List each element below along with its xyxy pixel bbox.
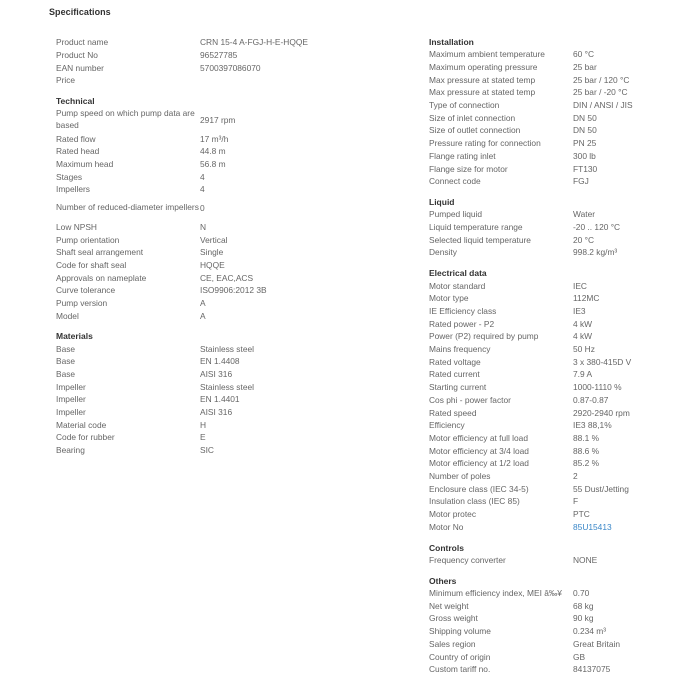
spec-value: 0.234 m³ <box>573 626 607 637</box>
spec-row <box>429 663 689 676</box>
spec-value: 50 Hz <box>573 344 595 355</box>
section-liquid <box>429 196 689 259</box>
spec-row <box>429 381 689 394</box>
spec-value: DN 50 <box>573 125 597 136</box>
spec-value: 90 kg <box>573 613 594 624</box>
spec-label: Selected liquid temperature <box>429 234 531 245</box>
spec-label: Pump speed on which pump data are based <box>56 108 195 130</box>
spec-row <box>429 444 689 457</box>
spec-label: Impeller <box>56 406 86 417</box>
spec-label: Product No <box>56 50 98 61</box>
spec-label: Density <box>429 247 457 258</box>
spec-row <box>56 61 356 74</box>
spec-label: Shaft seal arrangement <box>56 247 144 258</box>
spec-value: 0 <box>200 203 205 214</box>
spec-label: Cos phi - power factor <box>429 394 511 405</box>
spec-value: 25 bar / -20 °C <box>573 87 628 98</box>
section-technical <box>56 95 356 322</box>
spec-value: 0.87-0.87 <box>573 394 609 405</box>
spec-value: 56.8 m <box>200 158 226 169</box>
spec-value: 44.8 m <box>200 146 226 157</box>
spec-row <box>56 406 356 419</box>
spec-label: Max pressure at stated temp <box>429 87 536 98</box>
spec-label: Bearing <box>56 445 85 456</box>
spec-value: -20 .. 120 °C <box>573 222 621 233</box>
spec-label: Motor standard <box>429 280 486 291</box>
spec-value: 85.2 % <box>573 458 600 469</box>
spec-value: F <box>573 496 579 507</box>
spec-row <box>429 221 689 234</box>
spec-label: Base <box>56 368 76 379</box>
spec-label: Maximum head <box>56 158 114 169</box>
spec-value: E <box>200 432 206 443</box>
spec-value: 68 kg <box>573 600 594 611</box>
spec-label: Pressure rating for connection <box>429 138 541 149</box>
spec-row <box>429 246 689 259</box>
spec-label: Low NPSH <box>56 222 97 233</box>
spec-row <box>429 48 689 61</box>
spec-row <box>429 111 689 124</box>
spec-row <box>429 86 689 99</box>
spec-label: Material code <box>56 419 107 430</box>
spec-row <box>429 508 689 521</box>
spec-label: Type of connection <box>429 100 500 111</box>
section-electrical-data <box>429 267 689 533</box>
spec-row <box>429 73 689 86</box>
spec-label: Pumped liquid <box>429 209 483 220</box>
spec-label: Motor No <box>429 521 464 532</box>
spec-label: Rated head <box>56 146 100 157</box>
right-spec-column <box>429 36 689 676</box>
spec-value: IE3 <box>573 306 586 317</box>
spec-value: HQQE <box>200 260 225 271</box>
spec-value: DIN / ANSI / JIS <box>573 100 633 111</box>
spec-label: Liquid temperature range <box>429 222 523 233</box>
spec-value: Great Britain <box>573 638 621 649</box>
spec-row <box>56 444 356 457</box>
section-materials <box>56 330 356 456</box>
spec-value: EN 1.4408 <box>200 356 240 367</box>
spec-row <box>56 393 356 406</box>
spec-row <box>56 221 356 234</box>
spec-row <box>429 292 689 305</box>
spec-row <box>429 175 689 188</box>
spec-value: 5700397086070 <box>200 62 261 73</box>
spec-row <box>56 418 356 431</box>
spec-value-link[interactable]: 85U15413 <box>573 521 612 532</box>
spec-row <box>56 132 356 145</box>
spec-value: 1000-1110 % <box>573 382 622 393</box>
section-title: Electrical data <box>429 268 487 279</box>
spec-label: Number of poles <box>429 470 491 481</box>
spec-label: Rated voltage <box>429 356 481 367</box>
spec-label: Motor type <box>429 293 469 304</box>
spec-label: Efficiency <box>429 420 465 431</box>
spec-row <box>429 368 689 381</box>
section-title: Technical <box>56 96 95 107</box>
spec-label: Flange rating inlet <box>429 150 496 161</box>
spec-value: 96527785 <box>200 50 238 61</box>
spec-value: 2 <box>573 470 578 481</box>
spec-row <box>56 74 356 87</box>
spec-label: Country of origin <box>429 651 491 662</box>
spec-value: N <box>200 222 207 233</box>
spec-value: FGJ <box>573 176 589 187</box>
spec-label: Maximum ambient temperature <box>429 49 545 60</box>
spec-value: EN 1.4401 <box>200 394 240 405</box>
spec-value: CE, EAC,ACS <box>200 272 254 283</box>
spec-value: IE3 88,1% <box>573 420 612 431</box>
section-title: Materials <box>56 331 93 342</box>
spec-row <box>56 183 356 196</box>
spec-row <box>429 162 689 175</box>
spec-value: 55 Dust/Jetting <box>573 483 629 494</box>
spec-label: Code for rubber <box>56 432 115 443</box>
spec-row <box>56 145 356 158</box>
spec-value: 0.70 <box>573 588 590 599</box>
spec-label: Product name <box>56 37 109 48</box>
spec-label: Rated flow <box>56 133 96 144</box>
spec-value: 300 lb <box>573 150 596 161</box>
spec-value: IEC <box>573 280 587 291</box>
spec-value: 4 kW <box>573 331 593 342</box>
spec-row <box>429 343 689 356</box>
spec-row <box>56 196 356 221</box>
spec-label: Base <box>56 356 76 367</box>
spec-label: Base <box>56 343 76 354</box>
spec-row <box>56 380 356 393</box>
spec-value: FT130 <box>573 163 598 174</box>
spec-row <box>429 317 689 330</box>
spec-row <box>56 233 356 246</box>
spec-label: Rated speed <box>429 407 477 418</box>
section-title: Controls <box>429 542 464 553</box>
spec-value: GB <box>573 651 586 662</box>
spec-label: Enclosure class (IEC 34-5) <box>429 483 529 494</box>
spec-value: CRN 15-4 A-FGJ-H-E-HQQE <box>200 37 308 48</box>
spec-row <box>56 246 356 259</box>
spec-value: NONE <box>573 554 598 565</box>
spec-value: Stainless steel <box>200 343 254 354</box>
spec-row <box>429 482 689 495</box>
spec-label: Impeller <box>56 394 86 405</box>
spec-label: Mains frequency <box>429 344 491 355</box>
page-title: Specifications <box>49 7 111 17</box>
spec-value: 25 bar / 120 °C <box>573 74 630 85</box>
spec-row <box>56 49 356 62</box>
spec-row <box>429 61 689 74</box>
section-title: Others <box>429 575 457 586</box>
spec-row <box>429 650 689 663</box>
spec-label: Flange size for motor <box>429 163 508 174</box>
spec-label: Model <box>56 310 79 321</box>
spec-value: 88.1 % <box>573 432 600 443</box>
spec-label: Number of reduced-diameter impellers <box>56 202 199 213</box>
spec-label: Motor efficiency at full load <box>429 432 528 443</box>
spec-label: Connect code <box>429 176 481 187</box>
spec-label: Price <box>56 75 76 86</box>
spec-label: Pump orientation <box>56 234 120 245</box>
spec-value: PTC <box>573 509 590 520</box>
spec-row <box>429 554 689 567</box>
spec-row <box>429 612 689 625</box>
spec-label: Code for shaft seal <box>56 260 127 271</box>
spec-row <box>429 587 689 600</box>
spec-value: 2920-2940 rpm <box>573 407 630 418</box>
spec-label: Net weight <box>429 600 469 611</box>
spec-value: 84137075 <box>573 664 611 675</box>
spec-row <box>429 599 689 612</box>
spec-value: 60 °C <box>573 49 595 60</box>
spec-row <box>429 457 689 470</box>
spec-row <box>429 330 689 343</box>
spec-label: EAN number <box>56 62 104 73</box>
spec-row <box>56 107 356 132</box>
spec-label: IE Efficiency class <box>429 306 497 317</box>
spec-row <box>429 394 689 407</box>
spec-value: ISO9906:2012 3B <box>200 285 267 296</box>
spec-value: PN 25 <box>573 138 597 149</box>
spec-label: Gross weight <box>429 613 478 624</box>
spec-label: Approvals on nameplate <box>56 272 147 283</box>
section-general <box>56 36 356 87</box>
spec-row <box>429 150 689 163</box>
spec-label: Starting current <box>429 382 487 393</box>
spec-row <box>56 368 356 381</box>
spec-label: Maximum operating pressure <box>429 62 538 73</box>
section-title: Liquid <box>429 197 455 208</box>
spec-row <box>56 431 356 444</box>
spec-value: 17 m³/h <box>200 133 229 144</box>
spec-value: A <box>200 298 206 309</box>
spec-value: 2917 rpm <box>200 114 236 125</box>
spec-label: Stages <box>56 171 83 182</box>
spec-value: Stainless steel <box>200 381 254 392</box>
spec-label: Custom tariff no. <box>429 664 491 675</box>
spec-row <box>429 279 689 292</box>
spec-value: 25 bar <box>573 62 597 73</box>
spec-label: Size of inlet connection <box>429 112 516 123</box>
spec-value: 998.2 kg/m³ <box>573 247 618 258</box>
spec-value: 88.6 % <box>573 445 600 456</box>
spec-row <box>56 342 356 355</box>
spec-label: Impellers <box>56 184 90 195</box>
spec-value: SIC <box>200 445 214 456</box>
section-controls <box>429 542 689 567</box>
spec-value: 20 °C <box>573 234 595 245</box>
spec-row <box>56 259 356 272</box>
spec-label: Sales region <box>429 638 476 649</box>
spec-label: Frequency converter <box>429 554 506 565</box>
spec-value: AISI 316 <box>200 368 233 379</box>
spec-row <box>429 208 689 221</box>
spec-row <box>429 305 689 318</box>
spec-row <box>429 137 689 150</box>
spec-row <box>56 170 356 183</box>
spec-label: Curve tolerance <box>56 285 116 296</box>
section-title: Installation <box>429 37 474 47</box>
spec-label: Pump version <box>56 298 108 309</box>
spec-row <box>56 310 356 323</box>
spec-value: Vertical <box>200 234 228 245</box>
spec-row <box>56 158 356 171</box>
spec-row <box>429 99 689 112</box>
spec-row <box>429 233 689 246</box>
spec-value: 3 x 380-415D V <box>573 356 632 367</box>
spec-label: Insulation class (IEC 85) <box>429 496 520 507</box>
spec-label: Minimum efficiency index, MEI â‰¥ <box>429 588 562 599</box>
spec-label: Power (P2) required by pump <box>429 331 539 342</box>
spec-row <box>429 470 689 483</box>
spec-row <box>429 495 689 508</box>
spec-value: AISI 316 <box>200 406 233 417</box>
spec-label: Rated current <box>429 369 480 380</box>
spec-value: 112MC <box>573 293 600 304</box>
spec-label: Motor efficiency at 1/2 load <box>429 458 529 469</box>
spec-row <box>429 625 689 638</box>
spec-row <box>429 432 689 445</box>
spec-row <box>429 124 689 137</box>
spec-label: Size of outlet connection <box>429 125 521 136</box>
spec-row <box>56 355 356 368</box>
spec-row <box>56 284 356 297</box>
spec-value: 4 <box>200 171 205 182</box>
spec-value: 4 <box>200 184 205 195</box>
spec-value: A <box>200 310 206 321</box>
spec-value: Single <box>200 247 224 258</box>
spec-value: DN 50 <box>573 112 597 123</box>
spec-row <box>429 520 689 533</box>
spec-value: 7.9 A <box>573 369 593 380</box>
spec-value: 4 kW <box>573 318 593 329</box>
spec-row <box>429 419 689 432</box>
left-spec-column <box>56 36 356 456</box>
spec-label: Rated power - P2 <box>429 318 495 329</box>
section-installation <box>429 36 689 188</box>
spec-value: H <box>200 419 207 430</box>
spec-row <box>56 36 356 49</box>
spec-row <box>429 406 689 419</box>
spec-value: Water <box>573 209 596 220</box>
spec-label: Impeller <box>56 381 86 392</box>
section-others <box>429 575 689 676</box>
spec-row <box>429 355 689 368</box>
spec-label: Max pressure at stated temp <box>429 74 536 85</box>
spec-row <box>56 297 356 310</box>
spec-row <box>429 638 689 651</box>
spec-row <box>56 271 356 284</box>
spec-label: Motor protec <box>429 509 477 520</box>
spec-label: Shipping volume <box>429 626 491 637</box>
spec-label: Motor efficiency at 3/4 load <box>429 445 529 456</box>
